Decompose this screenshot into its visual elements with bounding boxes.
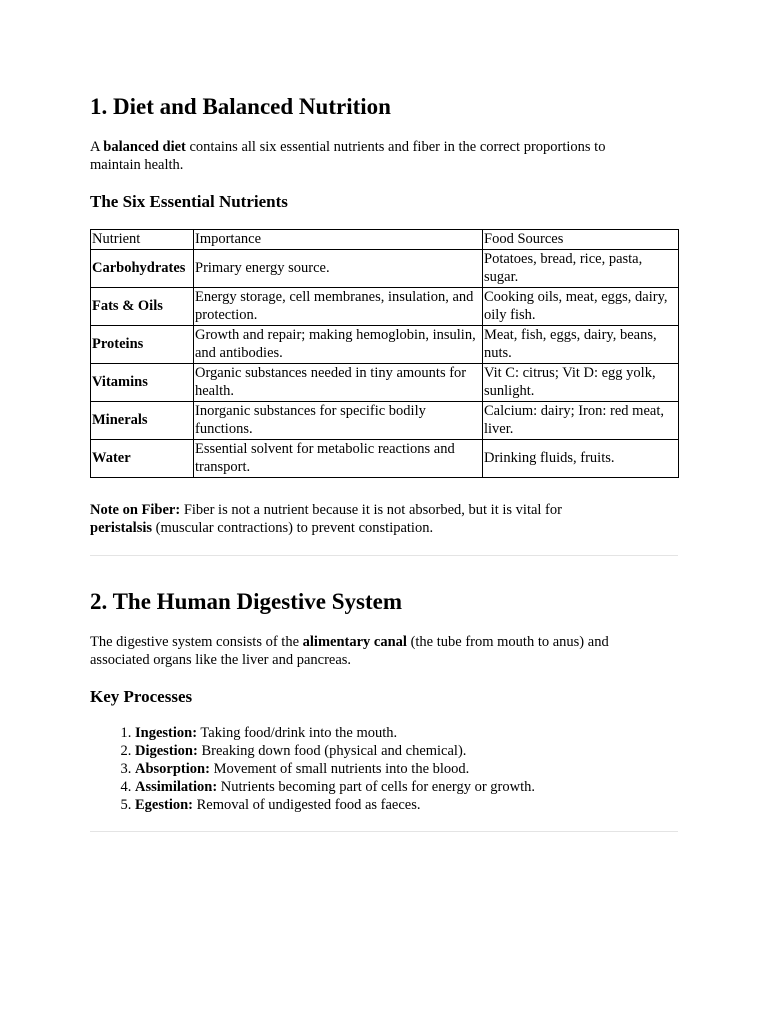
table-row xyxy=(91,326,679,364)
fiber-note-bold-term: peristalsis xyxy=(90,520,153,536)
food-sources-cell: Vit C: citrus; Vit D: egg yolk, sunlight. xyxy=(483,364,679,402)
list-item xyxy=(135,724,678,742)
table-header-row xyxy=(91,230,679,250)
nutrient-name-cell: Fats & Oils xyxy=(91,288,194,326)
process-description: Removal of undigested food as faeces. xyxy=(193,797,421,813)
nutrient-name-cell: Carbohydrates xyxy=(91,250,194,288)
digestive-system-paragraph xyxy=(90,633,650,669)
table-header-cell: Importance xyxy=(194,230,483,250)
list-item xyxy=(135,760,678,778)
food-sources-cell: Drinking fluids, fruits. xyxy=(483,440,679,478)
nutrient-name-cell: Water xyxy=(91,440,194,478)
process-description: Movement of small nutrients into the blood. xyxy=(209,761,470,777)
table-row xyxy=(91,402,679,440)
food-sources-cell: Potatoes, bread, rice, pasta, sugar. xyxy=(483,250,679,288)
process-term: Assimilation: xyxy=(135,779,218,795)
section-divider xyxy=(90,555,678,556)
table-header-cell: Food Sources xyxy=(483,230,679,250)
table-row xyxy=(91,440,679,478)
list-item xyxy=(135,742,678,760)
food-sources-cell: Cooking oils, meat, eggs, dairy, oily fish. xyxy=(483,288,679,326)
nutrient-name-cell: Proteins xyxy=(91,326,194,364)
fiber-note-text: Fiber is not a nutrient because it is not absorbed, but it is vital for xyxy=(180,502,562,518)
process-term: Ingestion: xyxy=(135,725,198,741)
process-description: Nutrients becoming part of cells for energy or growth. xyxy=(217,779,536,795)
importance-cell: Primary energy source. xyxy=(194,250,483,288)
importance-cell: Inorganic substances for specific bodily functions. xyxy=(194,402,483,440)
fiber-note-label: Note on Fiber: xyxy=(90,502,181,518)
balanced-diet-paragraph xyxy=(90,138,650,174)
section-divider xyxy=(90,831,678,832)
table-header-cell: Nutrient xyxy=(91,230,194,250)
table-row xyxy=(91,364,679,402)
food-sources-cell: Calcium: dairy; Iron: red meat, liver. xyxy=(483,402,679,440)
intro-text: contains all six essential nutrients and fiber in the correct proportions to maintain health. xyxy=(90,139,606,173)
table-row xyxy=(91,288,679,326)
process-description: Breaking down food (physical and chemical). xyxy=(197,743,467,759)
intro-text: (the tube from mouth to anus) and associated organs like the liver and pancreas. xyxy=(90,634,609,668)
process-description: Taking food/drink into the mouth. xyxy=(197,725,398,741)
key-processes-list xyxy=(90,724,678,814)
process-term: Egestion: xyxy=(135,797,193,813)
nutrient-name-cell: Vitamins xyxy=(91,364,194,402)
importance-cell: Growth and repair; making hemoglobin, insulin, and antibodies. xyxy=(194,326,483,364)
table-row xyxy=(91,250,679,288)
section-heading-digestive: 2. The Human Digestive System xyxy=(90,589,402,614)
nutrient-name-cell: Minerals xyxy=(91,402,194,440)
intro-text: A xyxy=(90,139,104,155)
intro-bold-term: alimentary canal xyxy=(302,634,407,650)
fiber-note-text: (muscular contractions) to prevent constipation. xyxy=(152,520,434,536)
subheading-key-processes: Key Processes xyxy=(90,687,193,706)
importance-cell: Energy storage, cell membranes, insulation, and protection. xyxy=(194,288,483,326)
intro-text: The digestive system consists of the xyxy=(90,634,303,650)
list-item xyxy=(135,778,678,796)
section-heading-diet: 1. Diet and Balanced Nutrition xyxy=(90,94,391,119)
subheading-six-nutrients: The Six Essential Nutrients xyxy=(90,192,288,211)
fiber-note-paragraph xyxy=(90,501,570,537)
list-item xyxy=(135,796,678,814)
intro-bold-term: balanced diet xyxy=(103,139,186,155)
importance-cell: Organic substances needed in tiny amounts for health. xyxy=(194,364,483,402)
importance-cell: Essential solvent for metabolic reactions and transport. xyxy=(194,440,483,478)
food-sources-cell: Meat, fish, eggs, dairy, beans, nuts. xyxy=(483,326,679,364)
nutrients-table xyxy=(90,229,679,478)
process-term: Absorption: xyxy=(135,761,210,777)
process-term: Digestion: xyxy=(135,743,198,759)
